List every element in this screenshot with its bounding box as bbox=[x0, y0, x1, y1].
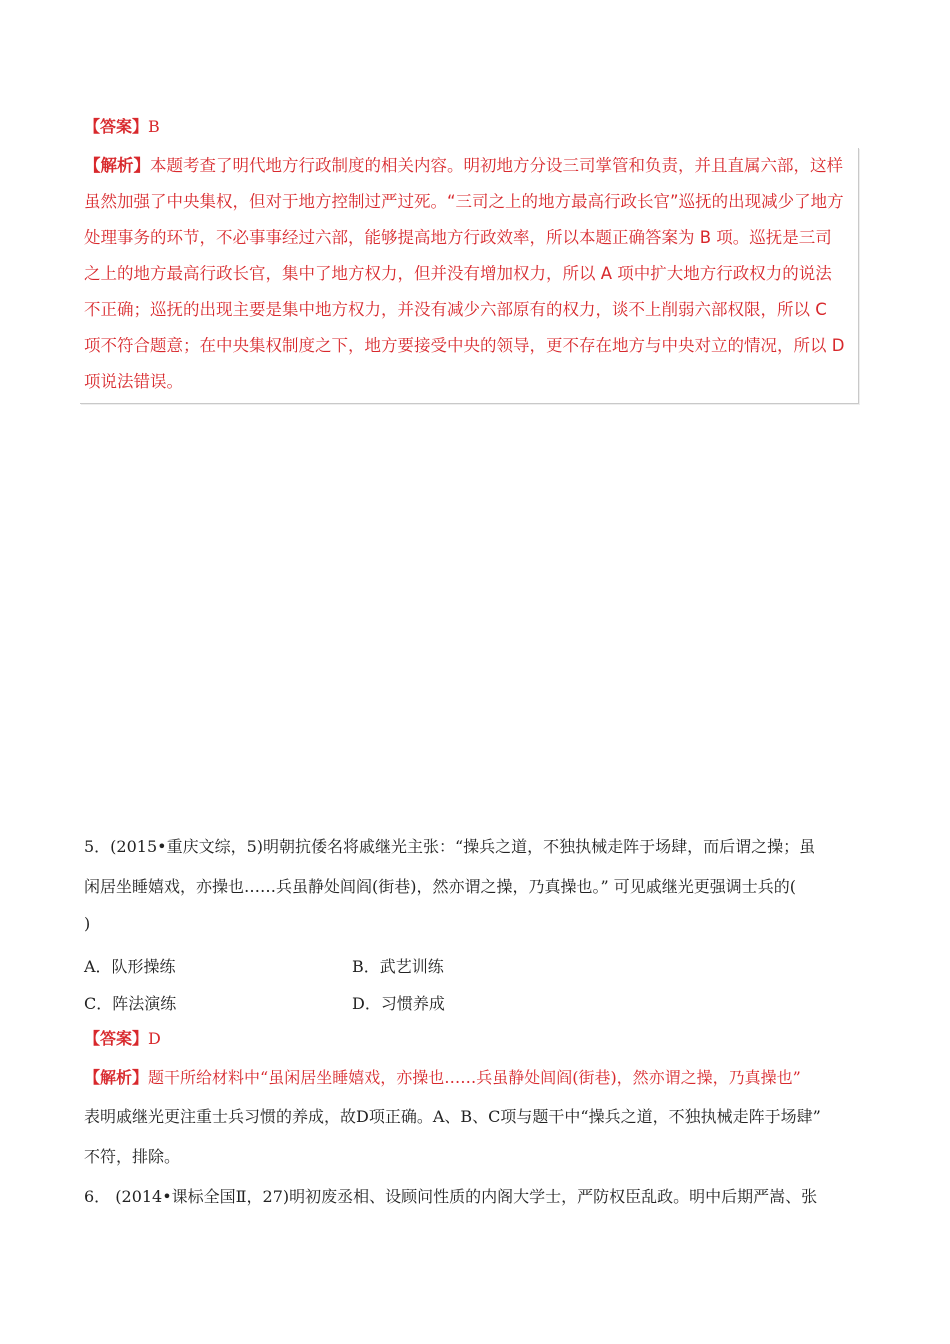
q4-analysis-box bbox=[80, 148, 859, 404]
q4-answer-value: B bbox=[148, 117, 160, 136]
q4-analysis-line-6: 项不符合题意；在中央集权制度之下，地方要接受中央的领导，更不存在地方与中央对立的情况，所以 D bbox=[84, 336, 845, 355]
q4-analysis-line-7: 项说法错误。 bbox=[84, 372, 183, 391]
q5-option-b: B．武艺训练 bbox=[352, 957, 444, 976]
q5-stem-line-3: ) bbox=[84, 914, 91, 933]
q4-analysis-line-4: 之上的地方最高行政长官，集中了地方权力，但并没有增加权力，所以 A 项中扩大地方行政权力的说法 bbox=[84, 264, 832, 283]
q5-option-a: A．队形操练 bbox=[84, 957, 176, 976]
q4-analysis-line-3: 处理事务的环节，不必事事经过六部，能够提高地方行政效率，所以本题正确答案为 B 项。巡抚是三司 bbox=[84, 228, 832, 247]
q5-answer-value: D bbox=[148, 1029, 161, 1048]
q5-analysis-tag: 【解析】 bbox=[84, 1068, 149, 1087]
q5-stem-line-1: 5．(2015•重庆文综，5)明朝抗倭名将戚继光主张：“操兵之道，不独执械走阵于场肆，而后谓之操；虽 bbox=[84, 837, 816, 856]
q4-analysis-line-2: 虽然加强了中央集权，但对于地方控制过严过死。“三司之上的地方最高行政长官”巡抚的出现减少了地方 bbox=[84, 192, 844, 211]
q4-analysis-line-1: 【解析】本题考查了明代地方行政制度的相关内容。明初地方分设三司掌管和负责，并且直属六部，这样 bbox=[84, 156, 843, 175]
q4-answer-tag: 【答案】 bbox=[84, 117, 149, 136]
q4-analysis-line-5: 不正确；巡抚的出现主要是集中地方权力，并没有减少六部原有的权力，谈不上削弱六部权限，所以 C bbox=[84, 300, 827, 319]
q4-answer bbox=[84, 116, 160, 138]
q5-analysis-line-2: 表明戚继光更注重士兵习惯的养成，故D项正确。A、B、C项与题干中“操兵之道，不独执械走阵于场肆” bbox=[84, 1107, 821, 1126]
q5-option-c: C．阵法演练 bbox=[84, 994, 177, 1013]
q6-stem-line-1: 6． (2014•课标全国Ⅱ，27)明初废丞相、设顾问性质的内阁大学士，严防权臣乱政。明中后期严嵩、张 bbox=[84, 1187, 818, 1206]
q5-analysis-line-1: 【解析】题干所给材料中“虽闲居坐睡嬉戏，亦操也……兵虽静处闾阎(街巷)，然亦谓之操，乃真操也” bbox=[84, 1068, 801, 1087]
q5-answer bbox=[84, 1028, 161, 1050]
q5-option-d: D．习惯养成 bbox=[352, 994, 445, 1013]
q4-analysis-tag: 【解析】 bbox=[84, 156, 150, 175]
q5-stem-line-2: 闲居坐睡嬉戏，亦操也……兵虽静处闾阎(街巷)，然亦谓之操，乃真操也。” 可见戚继光更强调士兵的( bbox=[84, 877, 796, 896]
q5-analysis-line-3: 不符，排除。 bbox=[84, 1147, 181, 1166]
q5-answer-tag: 【答案】 bbox=[84, 1029, 149, 1048]
